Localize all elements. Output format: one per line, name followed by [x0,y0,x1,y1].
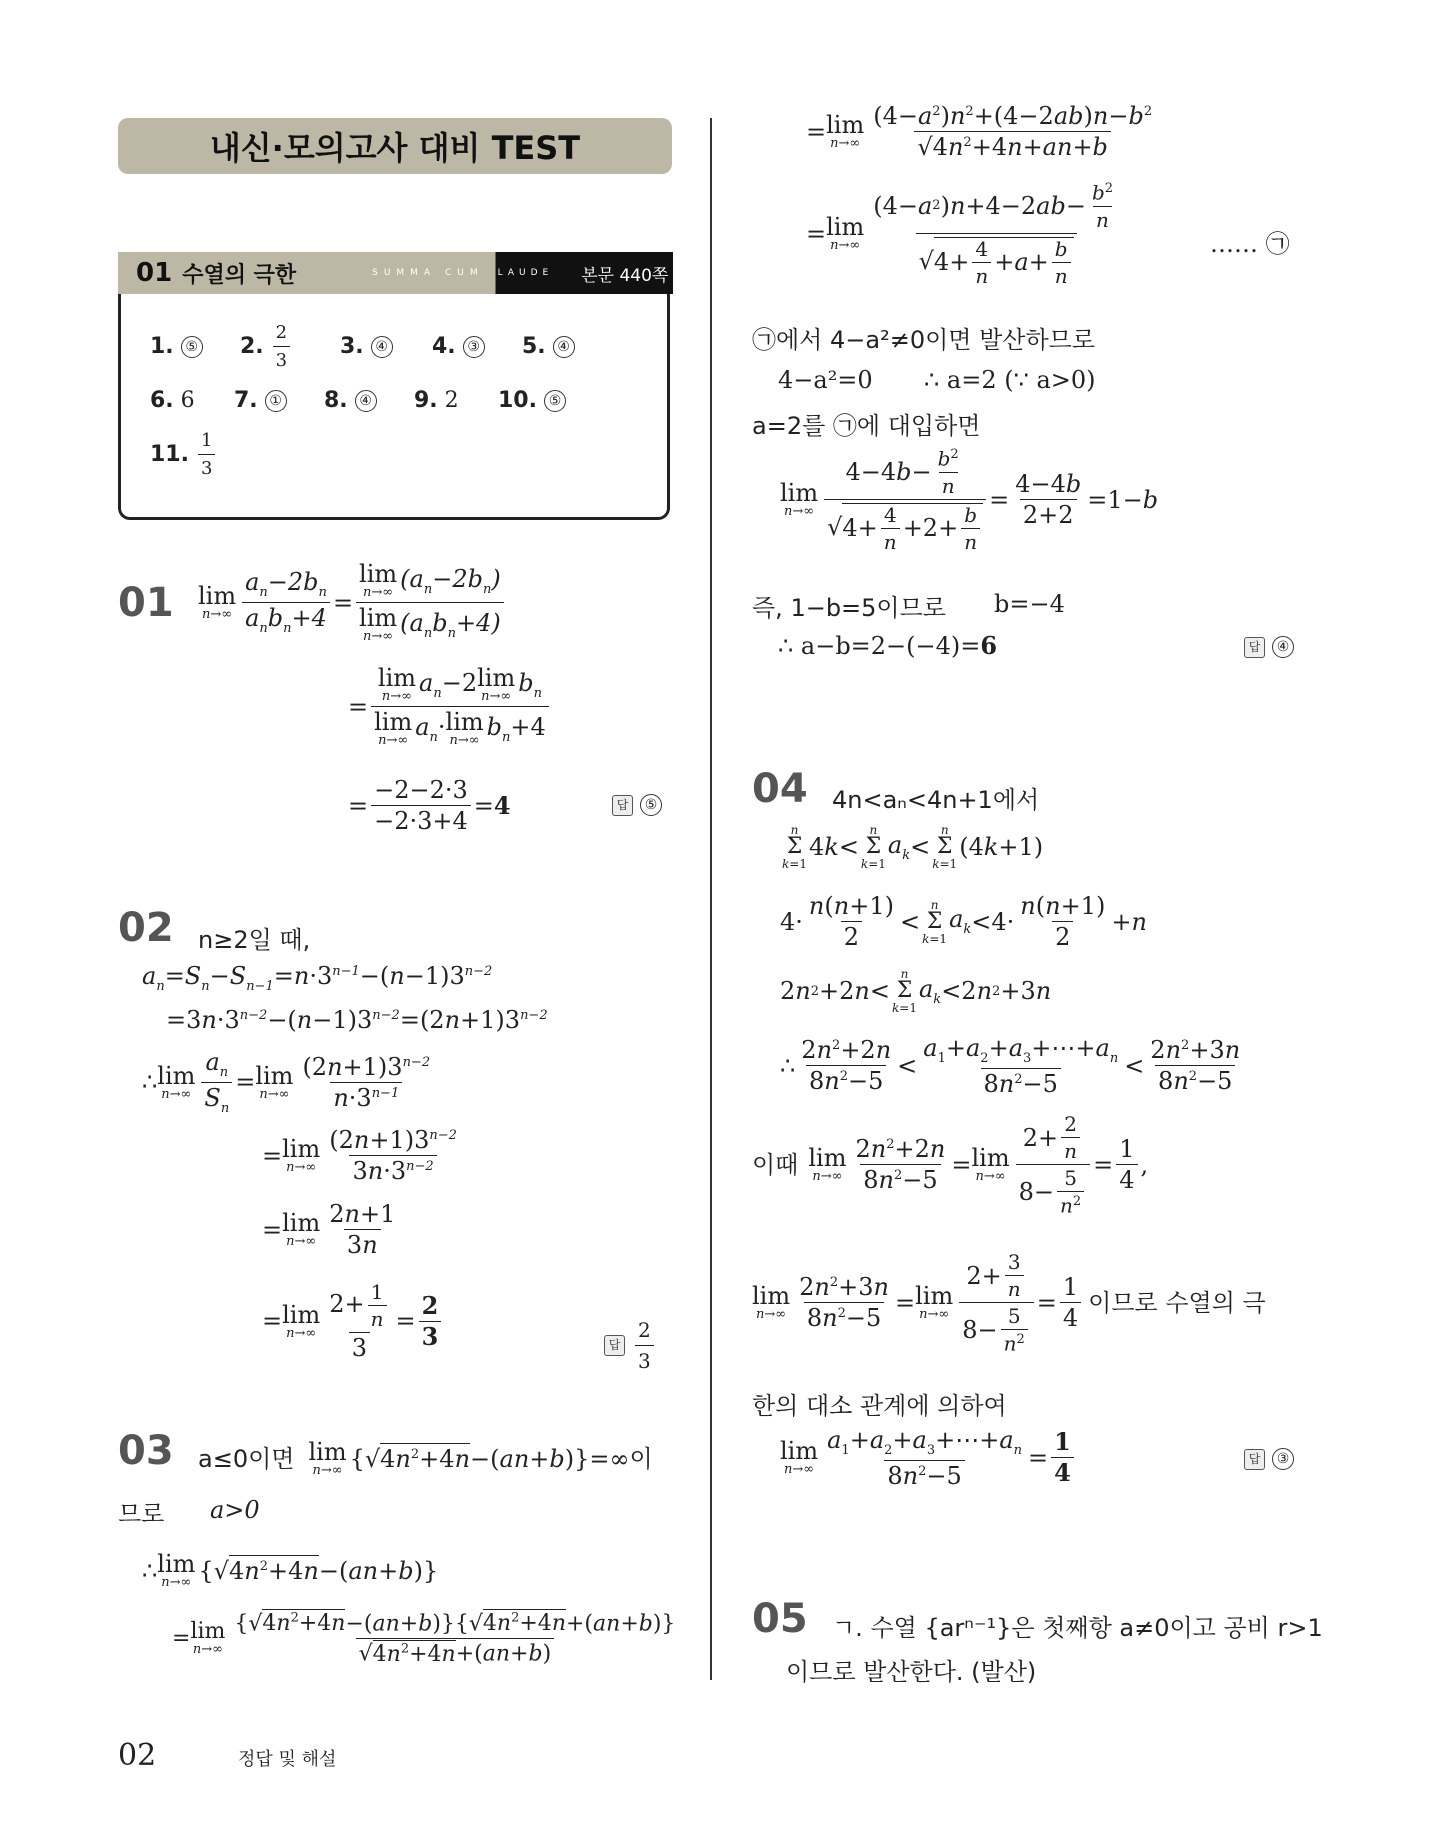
formula-line: ∴ $2n^2+2n$ $8n^2-5$ < $a_1+a_2+a_3+\cdots+a_n$ $8n^2-5$ < $2n^2+3n$ $8n^2-5$ [780,1034,1241,1098]
section-name: 수열의 극한 [182,262,297,288]
answer-badge-icon: 답 [612,795,633,816]
answer-item: 7. ① [234,388,287,413]
page-header [118,118,672,174]
formula-line: = lim n→∞ 2n+1 3n [262,1200,396,1259]
answer-mark: 답 ⑤ [612,792,662,817]
formula-line: ∴ a−b=2−(−4)=6 [778,631,998,660]
formula-line: 2 n 2 +2 n < n Σ k=1 $a_k$ <2 n 2 +3 n [780,967,1052,1015]
brand-text: SUMMA CUM [372,268,484,278]
answer-item: 11. 1 3 [150,430,218,479]
page-title: 내신·모의고사 대비 TEST [209,129,581,167]
problem-text: 므로 [118,1500,165,1528]
formula-line: $a_n=S_n-S_{n-1}=n\cdot 3^{n-1}-(n-1)3^{n-2}$ [142,962,493,994]
problem-text: a>0 [210,1496,260,1524]
formula-line: = lim n→∞ (4− a 2 ) n +4−2 ab − $b^2$ n √ 4+ 4 n + a + b n [806,180,1114,288]
formula-line: 이때 lim n→∞ $2n^2+2n$ $8n^2-5$ = lim n→∞ 2+ 2 n 8− 5 $n^2$ = 1 4 , [752,1112,1149,1218]
answer-badge-icon: 답 [1244,1449,1265,1470]
answer-item: 5. ④ [522,334,575,359]
problem-number: 02 [118,905,174,951]
problem-text: ㄱ. 수열 {arⁿ⁻¹}은 첫째항 a≠0이고 공비 r>1 [832,1614,1323,1642]
footer-title: 정답 및 해설 [238,1749,337,1770]
formula-line: n Σ k=1 4 k < n Σ k=1 $a_k$ < n Σ k=1 (4 k +1) [782,823,1044,871]
formula-line: ∴ lim n→∞ $\{√4n^2+4n-(an+b)\}$ [142,1550,439,1590]
column-divider [710,118,712,1680]
formula-line: lim n→∞ $a_n-2b_n$ $a_nb_n+4$ = lim n→∞ $(a_n-2b_n)$ lim n→∞ $(a_nb_n+4)$ [198,562,507,643]
answer-item: 9. 2 [414,388,459,413]
problem-text: 한의 대소 관계에 의하여 [752,1392,1007,1420]
page-reference: 본문 440쪽 [581,265,669,286]
formula-line: lim n→∞ $2n^2+3n$ $8n^2-5$ = lim n→∞ 2+ 3 n 8− 5 $n^2$ = 1 4 이므로 수열의 극 [752,1250,1266,1356]
problem-text: 이므로 발산한다. (발산) [786,1658,1037,1686]
problem-text: 즉, 1−b=5이므로 [752,594,946,622]
answer-badge-icon: 답 [1244,637,1265,658]
formula-line: $=3n\cdot 3^{n-2}-(n-1)3^{n-2}=(2n+1)3^{n-2}$ [166,1006,548,1034]
formula-line: ∴ a=2 (∵ a>0) [924,366,1096,394]
formula-line: lim n→∞ $a_1+a_2+a_3+\cdots+a_n$ $8n^2-5$ = 1 4 [780,1428,1077,1488]
formula-line: = lim n→∞ $a_n-2$ lim n→∞ $b_n$ lim n→∞ $a_n\cdot$ lim n→∞ $b_n+4$ [348,666,552,747]
formula-line: = lim n→∞ $(2n+1)3^{n-2}$ $3n\cdot 3^{n-2}$ [262,1126,457,1185]
answer-item: 2. 2 3 [240,322,293,371]
answer-mark: 답 2 3 [604,1318,657,1373]
answer-mark: 답 ③ [1244,1446,1294,1471]
answer-item: 6. 6 [150,388,195,413]
section-header [118,252,673,294]
answer-mark: 답 ④ [1244,634,1294,659]
formula-line: b=−4 [994,590,1065,618]
formula-line: lim n→∞ 4−4 b − $b^2$ n √ 4+ 4 n +2+ b n = $\frac{4-4b}{2+2}$ =1−b [780,446,1159,554]
formula-line: 4· n(n+1) 2 < n Σ k=1 $a_k$ <4· n(n+1) 2 + n [780,892,1147,951]
formula-line: 4−a²=0 [778,366,873,394]
answer-item: 8. ④ [324,388,377,413]
problem-number: 04 [752,766,808,812]
problem-intro: 4n<aₙ<4n+1에서 [832,786,1040,814]
formula-line: = lim n→∞ $(4-a^2)n^2+(4-2ab)n-b^2$ $√4n^2+4n+an+b$ [806,102,1153,161]
answer-item: 3. ④ [340,334,393,359]
answer-item: 10. ⑤ [498,388,566,413]
formula-line: = lim n→∞ 2+ $\frac{1}{n}$ 3 = $\frac{2}{3}$ [262,1282,444,1360]
problem-text: ㉠에서 4−a²≠0이면 발산하므로 [752,326,1095,354]
answer-badge-icon: 답 [604,1335,625,1356]
brand-text-2: LAUDE [497,268,554,278]
formula-line: = $\frac{-2-2\cdot 3}{-2\cdot 3+4}$ = 4 [348,776,511,835]
formula-line: a≤0이면 lim n→∞ $\{√4n^2+4n-(an+b)\}=\infty$ 이 [198,1438,653,1478]
problem-text: a=2를 ㉠에 대입하면 [752,412,981,440]
answer-item: 4. ③ [432,334,485,359]
problem-number: 05 [752,1596,808,1642]
problem-number: 01 [118,580,174,626]
section-number: 01 [136,258,173,288]
formula-line: = lim n→∞ $\{√4n^2+4n-(an+b)\}\{√4n^2+4n+(an+b)\}$ $√4n^2+4n+(an+b)$ [172,1611,676,1667]
equation-mark: …… ㉠ [1210,230,1290,258]
problem-number: 03 [118,1428,174,1474]
problem-intro: n≥2일 때, [198,926,311,954]
formula-line: ∴ lim n→∞ $\frac{a_n}{S_n}$ = lim n→∞ $(2n+1)3^{n-2}$ $n\cdot 3^{n-1}$ [142,1048,431,1116]
answer-item: 1. ⑤ [150,334,203,359]
page-number: 02 [118,1738,157,1773]
